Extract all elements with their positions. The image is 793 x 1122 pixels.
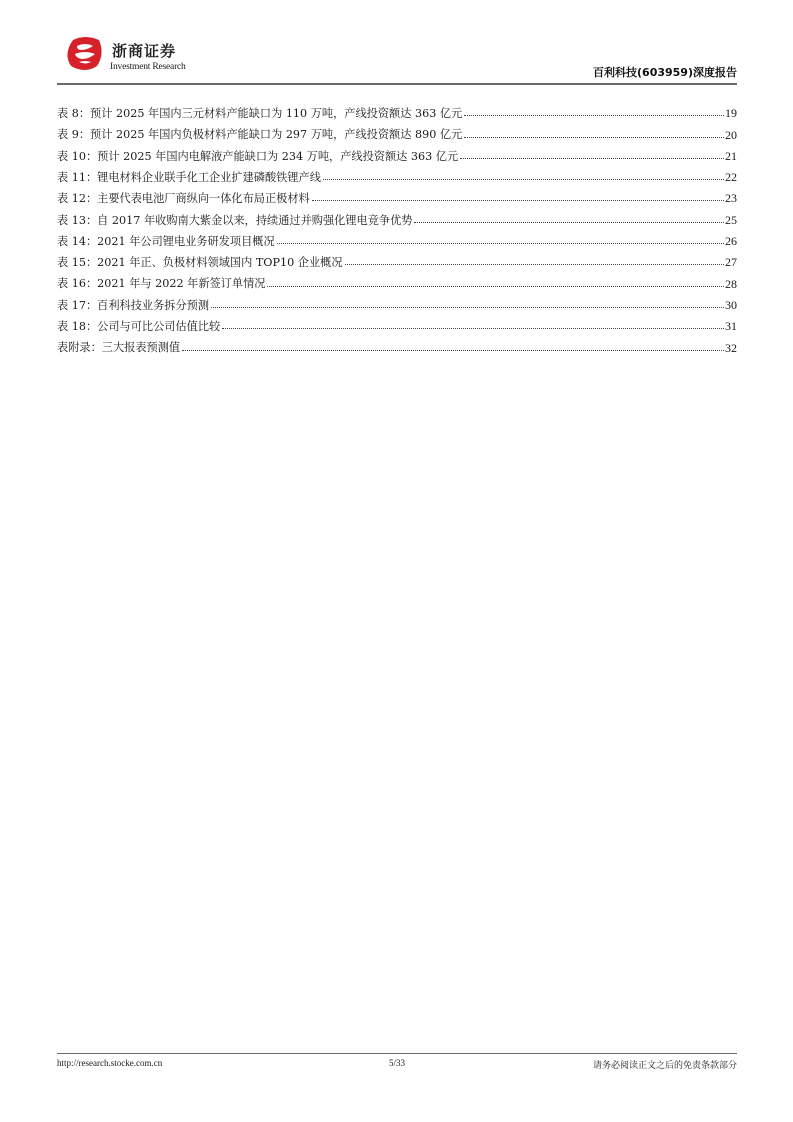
toc-leader-dots (182, 349, 724, 351)
toc-entry[interactable] (57, 119, 737, 140)
toc-leader-dots (464, 136, 724, 138)
toc-entry-label: 表 15：2021 年正、负极材料领域国内 TOP10 企业概况 (57, 256, 343, 270)
toc-entry-label: 表 11：锂电材料企业联手化工企业扩建磷酸铁锂产线 (57, 170, 321, 184)
toc-leader-dots (460, 157, 724, 159)
brand-name-en: Investment Research (110, 62, 186, 72)
toc-entry[interactable] (57, 290, 737, 311)
toc-entry-label: 表 10：预计 2025 年国内电解液产能缺口为 234 万吨，产线投资额达 363 亿元 (57, 149, 459, 163)
toc-entry-page: 26 (725, 234, 737, 249)
toc-entry-page: 31 (725, 319, 737, 334)
toc-entry-page: 30 (725, 297, 737, 312)
toc-entry[interactable] (57, 98, 737, 119)
toc-leader-dots (267, 285, 724, 287)
toc-entry-page: 19 (725, 106, 737, 121)
toc-entry-label: 表附录：三大报表预测值 (57, 341, 181, 355)
toc-entry[interactable] (57, 268, 737, 289)
toc-entry-label: 表 17：百利科技业务拆分预测 (57, 298, 210, 312)
header-divider (57, 83, 737, 85)
toc-entry[interactable] (57, 183, 737, 204)
toc-entry[interactable] (57, 247, 737, 268)
toc-entry-label: 表 16：2021 年与 2022 年新签订单情况 (57, 277, 266, 291)
toc-entry-page: 23 (725, 191, 737, 206)
page-number: 5/33 (388, 1058, 405, 1068)
toc-entry-page: 22 (725, 170, 737, 185)
report-title: 百利科技(603959)深度报告 (593, 66, 737, 79)
toc-leader-dots (323, 178, 724, 180)
toc-entry[interactable] (57, 141, 737, 162)
footer-url-link[interactable]: http://research.stocke.com.cn (57, 1058, 163, 1068)
page-footer (57, 1058, 737, 1074)
footer-disclaimer: 请务必阅读正文之后的免责条款部分 (592, 1061, 737, 1071)
toc-leader-dots (414, 221, 724, 223)
toc-entry-page: 32 (725, 340, 737, 355)
toc-entry-page: 21 (725, 148, 737, 163)
toc-leader-dots (222, 327, 724, 329)
toc-entry-page: 25 (725, 212, 737, 227)
zheshang-logo-icon (65, 36, 105, 72)
toc-leader-dots (211, 306, 724, 308)
toc-entry-label: 表 18：公司与可比公司估值比较 (57, 320, 221, 334)
page-header (57, 36, 737, 84)
toc-leader-dots (277, 242, 724, 244)
toc-entry-page: 28 (725, 276, 737, 291)
toc-entry-page: 27 (725, 255, 737, 270)
footer-divider (57, 1053, 737, 1054)
toc-entry-page: 20 (725, 127, 737, 142)
table-of-contents (57, 98, 737, 354)
toc-entry-label: 表 8：预计 2025 年国内三元材料产能缺口为 110 万吨，产线投资额达 363 亿元 (57, 107, 463, 121)
toc-entry-label: 表 13：自 2017 年收购南大紫金以来，持续通过并购强化锂电竞争优势 (57, 213, 413, 227)
toc-entry[interactable] (57, 311, 737, 332)
toc-leader-dots (345, 263, 724, 265)
brand-name-cn: 浙商证券 (112, 42, 177, 60)
toc-entry-label: 表 12：主要代表电池厂商纵向一体化布局正极材料 (57, 192, 310, 206)
toc-entry-label: 表 14：2021 年公司锂电业务研发项目概况 (57, 234, 275, 248)
toc-leader-dots (464, 114, 724, 116)
toc-leader-dots (312, 199, 724, 201)
toc-entry[interactable] (57, 162, 737, 183)
toc-entry[interactable] (57, 226, 737, 247)
toc-entry[interactable] (57, 204, 737, 225)
toc-entry-label: 表 9：预计 2025 年国内负极材料产能缺口为 297 万吨，产线投资额达 890 亿元 (57, 128, 463, 142)
toc-entry[interactable] (57, 332, 737, 353)
